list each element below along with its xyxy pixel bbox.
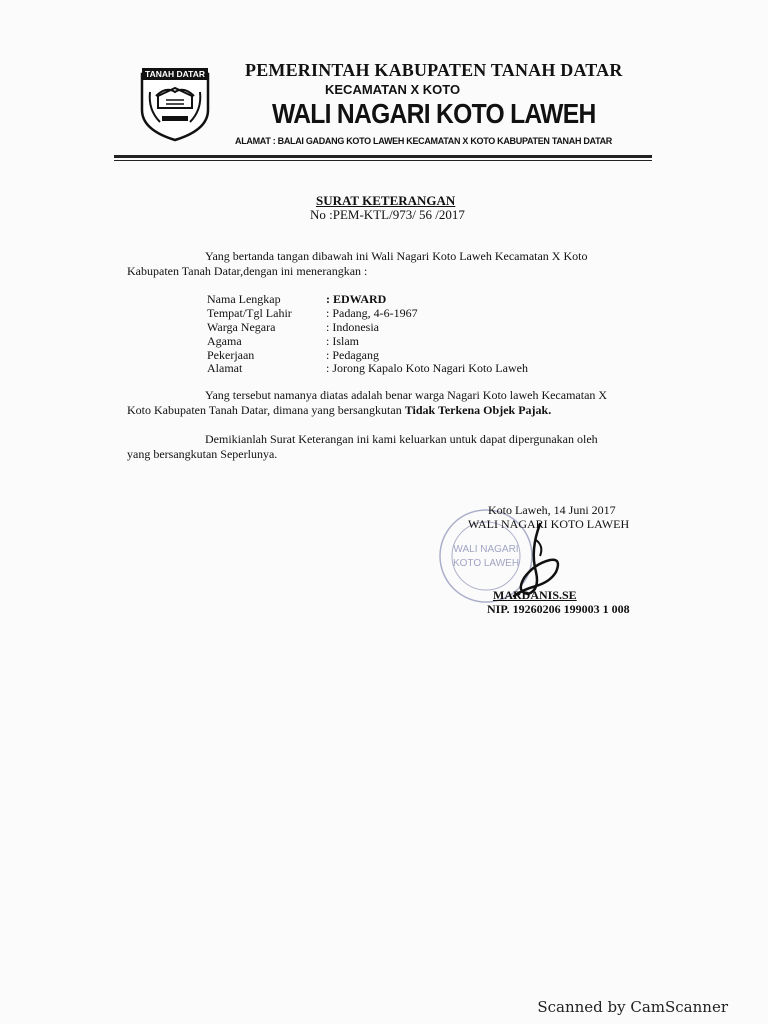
body1-line-2 (127, 403, 647, 418)
tax-status-text: Tidak Terkena Objek Pajak. (404, 403, 552, 417)
field-value: : Jorong Kapalo Koto Nagari Koto Laweh (326, 361, 528, 375)
letter-number: No :PEM-KTL/973/ 56 /2017 (310, 207, 465, 222)
field-label: Pekerjaan (207, 348, 255, 362)
signature-position: WALI NAGARI KOTO LAWEH (468, 517, 630, 531)
field-row (207, 306, 418, 320)
signature-place-date: Koto Laweh, 14 Juni 2017 (488, 503, 616, 517)
field-label: Nama Lengkap (207, 292, 281, 306)
field-label: Tempat/Tgl Lahir (207, 306, 292, 320)
field-row (207, 348, 379, 362)
header-district: KECAMATAN X KOTO (325, 82, 461, 97)
body1-line-2-text: Koto Kabupaten Tanah Datar, dimana yang bersangkutan (127, 403, 405, 417)
field-label: Alamat (207, 361, 243, 375)
field-row (207, 320, 379, 334)
svg-text:KOTO LAWEH: KOTO LAWEH (452, 558, 520, 569)
field-row (207, 334, 359, 348)
body1-line-1: Yang tersebut namanya diatas adalah benar warga Nagari Koto laweh Kecamatan X (205, 388, 608, 402)
field-value: : Pedagang (326, 348, 379, 362)
intro-line-1: Yang bertanda tangan dibawah ini Wali Nagari Koto Laweh Kecamatan X Koto (205, 249, 588, 263)
body2-line-2: yang bersangkutan Seperlunya. (127, 447, 278, 461)
intro-paragraph (127, 249, 647, 279)
field-label: Agama (207, 334, 242, 348)
body-paragraph-2 (127, 432, 647, 462)
header-rule-thin (114, 160, 652, 161)
field-row (207, 361, 528, 375)
header-address: ALAMAT : BALAI GADANG KOTO LAWEH KECAMATAN X KOTO KABUPATEN TANAH DATAR (235, 136, 613, 146)
body2-line-1: Demikianlah Surat Keterangan ini kami keluarkan untuk dapat dipergunakan oleh (205, 432, 598, 446)
header-rule-thick (114, 155, 652, 158)
field-value: : Islam (326, 334, 359, 348)
body-paragraph-1 (127, 388, 647, 418)
regency-emblem-icon (138, 64, 212, 142)
field-value: : EDWARD (326, 292, 387, 306)
field-row (207, 292, 386, 306)
field-value: : Padang, 4-6-1967 (326, 306, 418, 320)
svg-text:TANAH DATAR: TANAH DATAR (145, 69, 205, 79)
signatory-name: MARDANIS.SE (493, 588, 577, 602)
intro-line-2: Kabupaten Tanah Datar,dengan ini menerangkan : (127, 264, 368, 278)
letter-title: SURAT KETERANGAN (316, 193, 456, 208)
scanner-watermark: Scanned by CamScanner (537, 998, 728, 1016)
svg-text:WALI NAGARI: WALI NAGARI (453, 544, 519, 555)
field-value: : Indonesia (326, 320, 379, 334)
field-label: Warga Negara (207, 320, 276, 334)
header-office: WALI NAGARI KOTO LAWEH (272, 98, 596, 129)
header-government: PEMERINTAH KABUPATEN TANAH DATAR (245, 60, 623, 80)
signatory-nip: NIP. 19260206 199003 1 008 (487, 602, 630, 616)
